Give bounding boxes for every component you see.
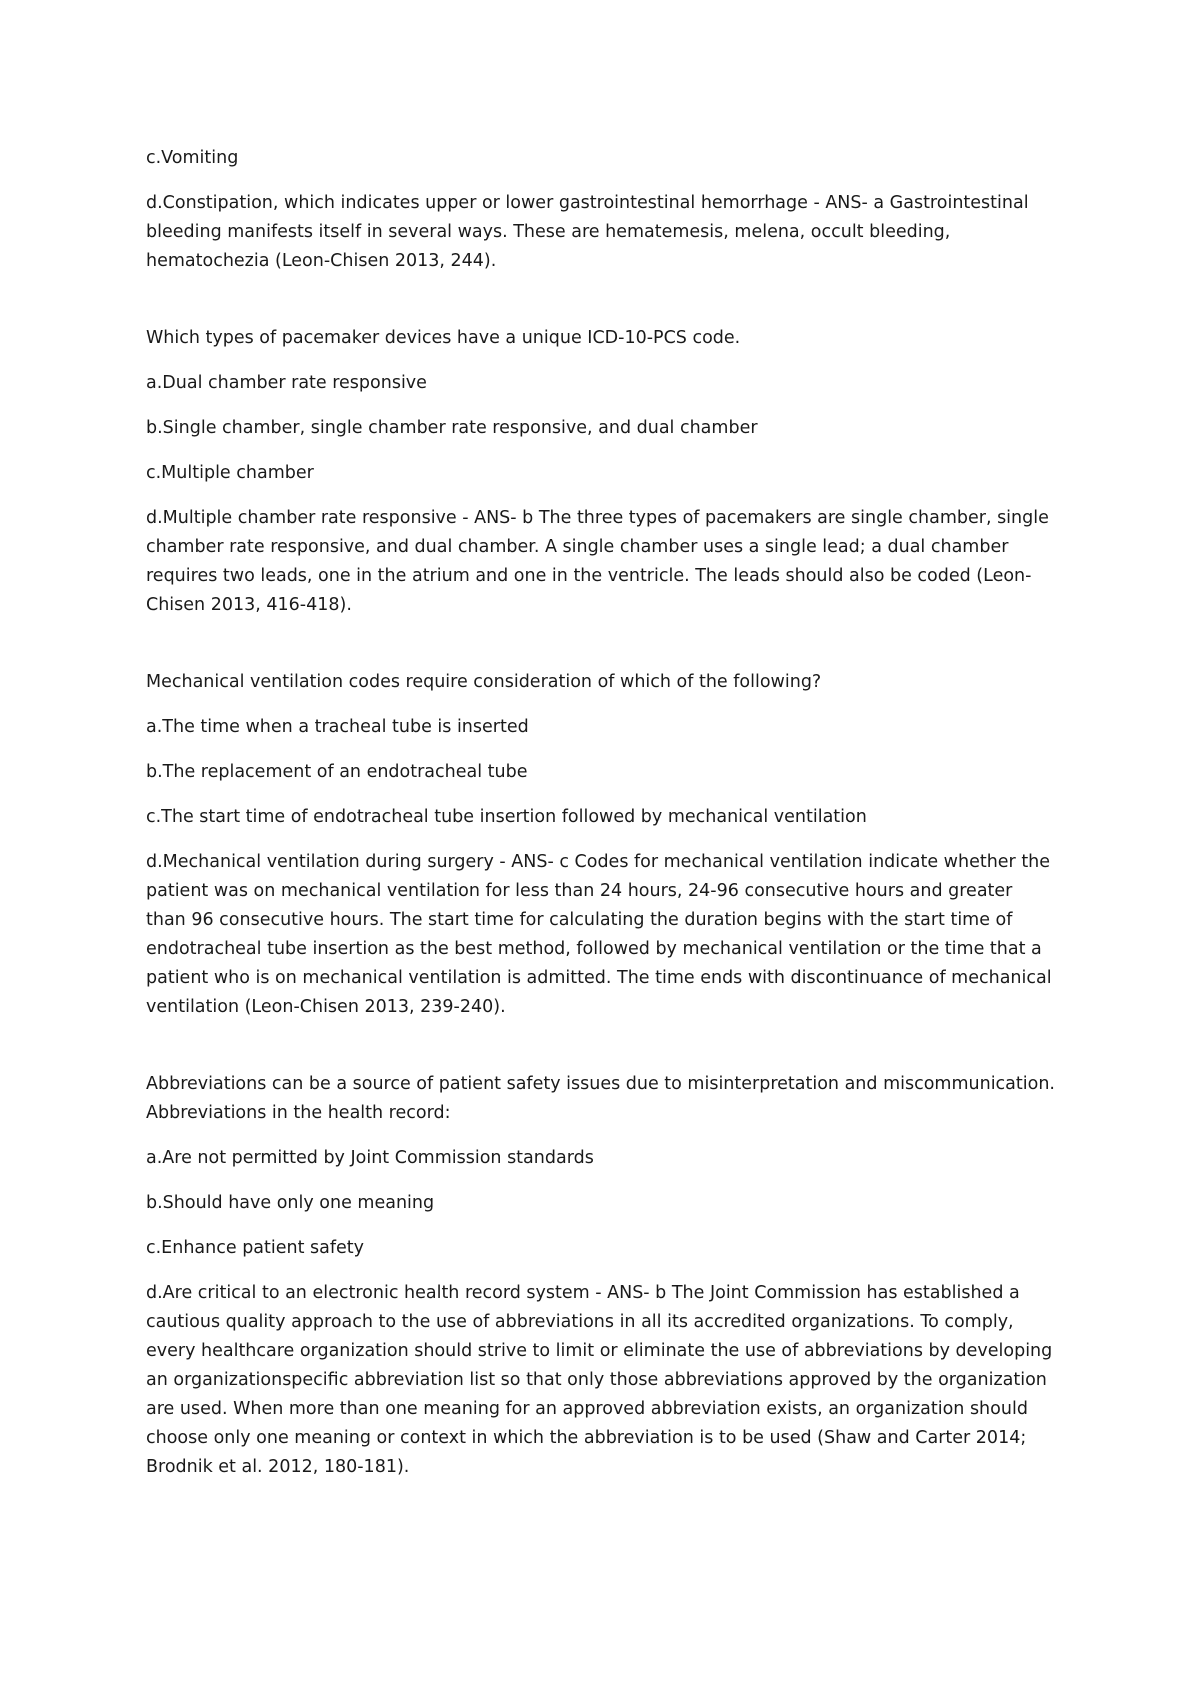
document-body	[146, 144, 1056, 1498]
option-a: a.Dual chamber rate responsive	[146, 373, 427, 393]
option-a: a.Are not permitted by Joint Commission standards	[146, 1148, 594, 1168]
question-block-gi-bleeding	[146, 144, 1056, 276]
option-c: c.The start time of endotracheal tube insertion followed by mechanical ventilation	[146, 807, 867, 827]
option-b: b.The replacement of an endotracheal tube	[146, 762, 528, 782]
option-b: b.Single chamber, single chamber rate responsive, and dual chamber	[146, 418, 758, 438]
option-c: c.Enhance patient safety	[146, 1238, 365, 1258]
option-b: b.Should have only one meaning	[146, 1193, 435, 1213]
question-block-pacemaker	[146, 324, 1056, 620]
question-text: Mechanical ventilation codes require consideration of which of the following?	[146, 672, 822, 692]
option-a: a.The time when a tracheal tube is inserted	[146, 717, 529, 737]
option-d-answer: d.Mechanical ventilation during surgery - ANS- c Codes for mechanical ventilation indicate whether the patient was on mechanical ventilation for less than 24 hours, 24-96 consecutive hours and greater than 96 consecutive hours. The start time for calculating the duration begins with the start time of endotracheal tube insertion as the best method, followed by mechanical ventilation or the time that a patient who is on mechanical ventilation is admitted. The time ends with discontinuance of mechanical ventilation (Leon-Chisen 2013, 239-240).	[146, 852, 1052, 1017]
question-text: Which types of pacemaker devices have a unique ICD-10-PCS code.	[146, 328, 741, 348]
question-text: Abbreviations can be a source of patient safety issues due to misinterpretation and miscommunication. Abbreviations in the health record:	[146, 1074, 1055, 1123]
option-c: c.Multiple chamber	[146, 463, 314, 483]
option-d-answer: d.Are critical to an electronic health record system - ANS- b The Joint Commission has established a cautious quality approach to the use of abbreviations in all its accredited organizations. To comply, every healthcare organization should strive to limit or eliminate the use of abbreviations by developing an organizationspecific abbreviation list so that only those abbreviations approved by the organization are used. When more than one meaning for an approved abbreviation exists, an organization should choose only one meaning or context in which the abbreviation is to be used (Shaw and Carter 2014; Brodnik et al. 2012, 180-181).	[146, 1283, 1053, 1477]
question-block-abbreviations	[146, 1070, 1056, 1482]
option-d-answer: d.Multiple chamber rate responsive - ANS- b The three types of pacemakers are single chamber, single chamber rate responsive, and dual chamber. A single chamber uses a single lead; a dual chamber requires two leads, one in the atrium and one in the ventricle. The leads should also be coded (Leon-Chisen 2013, 416-418).	[146, 508, 1049, 615]
question-block-ventilation	[146, 668, 1056, 1022]
option-c: c.Vomiting	[146, 148, 239, 168]
option-d-answer: d.Constipation, which indicates upper or lower gastrointestinal hemorrhage - ANS- a Gastrointestinal bleeding manifests itself in several ways. These are hematemesis, melena, occult bleeding, hematochezia (Leon-Chisen 2013, 244).	[146, 193, 1029, 271]
